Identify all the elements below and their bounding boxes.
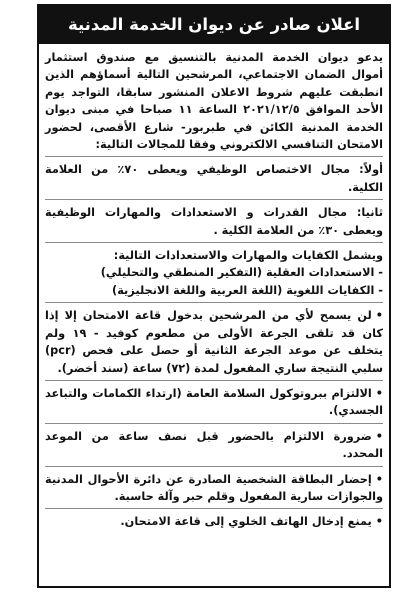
- divider: [45, 302, 383, 303]
- include-item: - الكفايات اللغوية (اللغة العربية واللغة الانجليزية): [112, 283, 383, 297]
- intro-paragraph: يدعو ديوان الخدمة المدنية بالتنسيق مع صندوق استثمار أموال الضمان الاجتماعي، المرشحين التالية أسماؤهم الذين انطبقت عليهم شروط الاعلان المنشور سابقا، التواجد يوم الأحد الموافق ٢٠٢١/١٢/٥ الساعة ١١ صباحا في مبنى ديوان الخدمة المدنية الكائن في طبربور- شارع الأقصى، لحضور الامتحان التنافسي الالكتروني وفقا للمجالات التالية:: [45, 51, 383, 152]
- field-two-paragraph: ثانيا: مجال القدرات و الاستعدادات والمهارات الوظيفية ويعطى ٣٠٪ من العلامة الكلية .: [45, 206, 383, 237]
- announcement-box: [37, 4, 391, 588]
- includes-heading: ويشمل الكفايات والمهارات والاستعدادات التالية:: [113, 249, 383, 263]
- include-item: - الاستعدادات العقلية (التفكير المنطقي والتحليلي): [100, 266, 383, 280]
- note-item: • إحضار البطاقة الشخصية الصادرة عن دائرة الأحوال المدنية والجوازات سارية المفعول وقلم حبر وآلة حاسبة.: [45, 471, 383, 506]
- announcement-title: اعلان صادر عن ديوان الخدمة المدنية: [39, 6, 389, 44]
- note-item: • الالتزام ببروتوكول السلامة العامة (ارتداء الكمامات والتباعد الجسدي).: [45, 385, 383, 420]
- divider: [45, 508, 383, 509]
- divider: [45, 156, 383, 157]
- divider: [45, 199, 383, 200]
- field-one-paragraph: أولاً: مجال الاختصاص الوظيفي ويعطى ٧٠٪ من العلامة الكلية.: [45, 163, 384, 194]
- note-item: • لن يسمح لأي من المرشحين بدخول قاعة الامتحان إلا إذا كان قد تلقى الجرعة الأولى من مطعوم كوفيد - ١٩ ولم يتخلف عن موعد الجرعة الثانية أو حصل على فحص (pcr) سلبي النتيجة ساري المفعول لمدة (٧٢) ساعة (سند أخضر).: [45, 307, 383, 377]
- note-item: • ضرورة الالتزام بالحضور قبل نصف ساعة من الموعد المحدد.: [45, 428, 383, 463]
- divider: [45, 466, 383, 467]
- divider: [45, 380, 383, 381]
- announcement-body: [39, 44, 389, 531]
- note-item: • يمنع إدخال الهاتف الخلوي إلى قاعة الامتحان.: [45, 513, 383, 530]
- divider: [45, 423, 383, 424]
- divider: [45, 242, 383, 243]
